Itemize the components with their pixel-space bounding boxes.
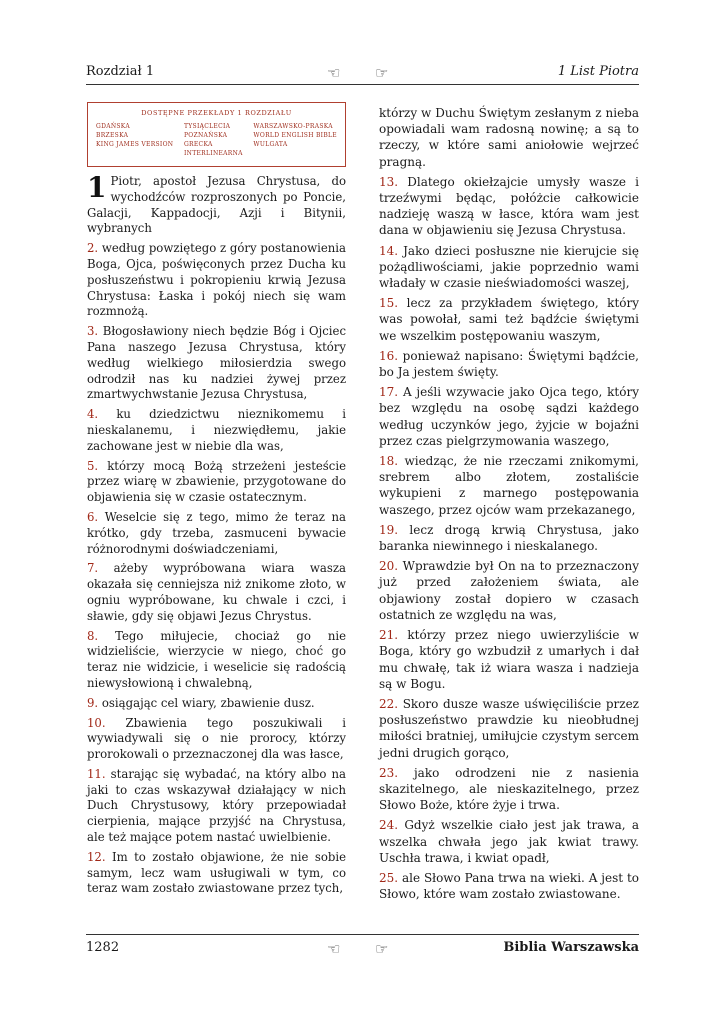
verse (87, 629, 346, 692)
verse-number[interactable]: 22. (379, 696, 399, 711)
pointing-hand-right-icon[interactable]: ☞ (375, 64, 389, 82)
page-footer (86, 940, 639, 960)
verse-number[interactable]: 10. (87, 715, 106, 730)
verse-text: którzy w Duchu Świętym zesłanym z nieba opowiadali wam radosną nowinę; a są to rzeczy, w które sami aniołowie wejrzeć pragną. (379, 106, 639, 169)
footer-rule (86, 934, 639, 935)
translation-link[interactable]: INTERLINEARNA (183, 150, 243, 157)
verse-number[interactable]: 8. (87, 628, 99, 643)
verse-number[interactable]: 14. (379, 243, 399, 258)
verse-number[interactable]: 6. (87, 509, 99, 524)
verse (379, 243, 639, 292)
verse-number[interactable]: 9. (87, 695, 99, 710)
verse (87, 696, 346, 712)
translation-link[interactable]: WARSZAWSKO-PRASKA (253, 123, 333, 130)
translation-link[interactable]: WORLD ENGLISH BIBLE (253, 132, 337, 139)
verse (379, 765, 639, 814)
verse-number[interactable]: 4. (87, 407, 99, 422)
verse-text: ale Słowo Pana trwa na wieki. A jest to Słowo, które wam zostało zwiastowane. (379, 870, 640, 902)
verse (379, 558, 639, 623)
verse (87, 171, 346, 237)
translation-link[interactable]: POZNAŃSKA (183, 132, 228, 139)
verse-text: Skoro dusze wasze uświęciliście przez posłuszeństwo prawdzie ku nieobłudnej miłości bratniej, umiłujcie czystym sercem jedni drugich gorąco, (379, 696, 639, 760)
verse (379, 817, 639, 866)
verse-text: Błogosławiony niech będzie Bóg i Ojciec Pana naszego Jezusa Chrystusa, który według wielkiego miłosierdzia swego odrodził nas ku nadziei żywej przez zmartwychwstanie Jezusa Chrystusa, (87, 324, 347, 402)
verse-text: jako odrodzeni nie z nasienia skazitelnego, ale nieskazitelnego, przez Słowo Boże, które żyje i trwa. (379, 765, 639, 813)
verse-text: Gdyż wszelkie ciało jest jak trawa, a wszelka chwała jego jak kwiat trawy. Uschła trawa, i kwiat opadł, (379, 818, 639, 865)
verse-number[interactable]: 17. (379, 385, 399, 400)
verse (379, 453, 639, 518)
verse-number[interactable]: 20. (379, 559, 399, 574)
verse-text: A jeśli wzywacie jako Ojca tego, który bez względu na osobę sądzi każdego według uczynków jego, żyjcie w bojaźni przez czas pielgrzymowania waszego, (379, 385, 639, 448)
verse-text: lecz za przykładem świętego, który was powołał, sami też bądźcie świętymi we wszelkim postępowaniu waszym, (379, 296, 639, 343)
chapter-number: 1 (87, 171, 107, 204)
verse-number[interactable]: 18. (379, 454, 399, 469)
translations-title: DOSTĘPNE PRZEKŁADY 1 ROZDZIAŁU (141, 109, 292, 117)
verse-number[interactable]: 15. (379, 296, 399, 311)
verse-number[interactable]: 3. (87, 324, 99, 339)
verse (379, 174, 639, 239)
verse-number[interactable]: 5. (87, 458, 99, 473)
translations-grid (96, 123, 337, 158)
verse (379, 295, 639, 344)
verse-text: Dlatego okiełzajcie umysły wasze i trzeźwymi będąc, połóżcie całkowicie nadzieję waszą w łasce, która wam jest dana w objawieniu się Jezusa Chrystusa. (379, 174, 639, 238)
page-number: 1282 (86, 940, 120, 955)
book-title: 1 List Piotra (557, 64, 639, 79)
verse-number[interactable]: 24. (379, 818, 399, 833)
translation-link[interactable]: BRZESKA (96, 132, 129, 139)
verse-text: wiedząc, że nie rzeczami znikomymi, srebrem albo złotem, zostaliście wykupieni z marnego postępowania waszego, przez ojców wam przekazanego, (379, 454, 639, 517)
verse-text: Im to zostało objawione, że nie sobie samym, lecz wam usługiwali w tym, co teraz wam zostało zwiastowane przez tych, (87, 849, 346, 896)
verse-text: którzy przez niego uwierzyliście w Boga, który go wzbudził z umarłych i dał mu chwałę, tak iż wiara wasza i nadzieja są w Bogu. (379, 628, 639, 691)
verse-text: ażeby wypróbowana wiara wasza okazała się cenniejsza niż znikome złoto, w ogniu wypróbowane, ku chwale i czci, i sławie, gdy się objawi Jezus Chrystus. (87, 561, 346, 623)
verse-number[interactable]: 23. (379, 765, 399, 780)
verse-text: Zbawienia tego poszukiwali i wywiadywali się o nie prorocy, którzy prorokowali o przeznaczonej dla was łasce, (87, 715, 346, 762)
translations-column (253, 123, 337, 158)
verse-text: lecz drogą krwią Chrystusa, jako baranka niewinnego i nieskalanego. (379, 522, 639, 554)
verse-number[interactable]: 7. (87, 561, 99, 576)
verse (87, 716, 346, 763)
verse-number[interactable]: 11. (87, 766, 106, 781)
verse-number[interactable]: 13. (379, 174, 399, 189)
verse (379, 696, 639, 761)
verse (87, 767, 346, 846)
verse (87, 324, 346, 403)
verse (379, 870, 639, 902)
verse (87, 510, 346, 557)
translation-link[interactable]: GRECKA (183, 141, 213, 148)
pointing-hand-right-icon[interactable]: ☞ (375, 940, 389, 958)
translations-column (184, 123, 243, 158)
verse (379, 522, 639, 554)
verse-number[interactable]: 12. (87, 849, 106, 864)
verse-text: ku dziedzictwu nieznikomemu i nieskalanemu, i niezwiędłemu, jakie zachowane jest w niebie dla was, (87, 407, 346, 453)
verse (87, 241, 346, 320)
verse-text: ponieważ napisano: Świętymi bądźcie, bo Ja jestem święty. (379, 348, 639, 380)
verse (379, 627, 639, 692)
translation-link[interactable]: WULGATA (253, 141, 288, 148)
verse-text: starając się wybadać, na który albo na jaki to czas wskazywał działający w nich Duch Chrystusowy, który przepowiadał cierpienia, mające przyjść na Chrystusa, ale też mające potem nastać uwielbienie. (87, 766, 346, 845)
chapter-label: Rozdział 1 (86, 64, 155, 79)
verse-text: Jako dzieci posłuszne nie kierujcie się pożądliwościami, jakie poprzednio wami władały w czasie nieświadomości waszej, (379, 243, 639, 291)
right-text-column (379, 105, 639, 906)
verse (379, 384, 639, 449)
verse (379, 105, 639, 170)
bible-edition: Biblia Warszawska (503, 940, 639, 955)
verse (379, 348, 639, 380)
translations-column (96, 123, 173, 158)
verse (87, 850, 346, 897)
available-translations-box (87, 102, 346, 167)
verse-text: Wprawdzie był On na to przeznaczony już przed założeniem świata, ale objawiony został dopiero w czasach ostatnich ze względu na was, (379, 559, 639, 622)
pointing-hand-left-icon[interactable]: ☜ (327, 940, 341, 958)
verse-text: Tego miłujecie, chociaż go nie widzieliście, wierzycie w niego, choć go teraz nie widzicie, i weselicie się radością niewysłowioną i chwalebną, (87, 628, 347, 690)
verse-text: osiągając cel wiary, zbawienie dusz. (101, 695, 315, 710)
verse-number[interactable]: 19. (379, 522, 399, 537)
verse-number[interactable]: 21. (379, 628, 399, 643)
verse-text: Piotr, apostoł Jezusa Chrystusa, do wychodźców rozproszonych po Poncie, Galacji, Kappadocji, Azji i Bitynii, wybranych (87, 174, 346, 236)
verse (87, 407, 346, 454)
verse-number[interactable]: 16. (379, 348, 399, 363)
verse-text: według powziętego z góry postanowienia Boga, Ojca, poświęconych przez Ducha ku posłuszeństwu i pokropieniu krwią Jezusa Chrystusa: Łaska i pokój niech się wam rozmnożą. (87, 241, 346, 319)
header-rule (86, 84, 639, 85)
verse-text: Weselcie się z tego, mimo że teraz na krótko, gdy trzeba, zasmuceni bywacie różnorodnymi doświadczeniami, (87, 509, 347, 556)
left-text-column (87, 171, 347, 901)
verse (87, 459, 346, 506)
pointing-hand-left-icon[interactable]: ☜ (327, 64, 341, 82)
translation-link[interactable]: TYSIĄCLECIA (183, 123, 231, 130)
verse-number[interactable]: 25. (379, 870, 399, 885)
translation-link[interactable]: KING JAMES VERSION (96, 141, 174, 148)
verse-text: którzy mocą Bożą strzeżeni jesteście przez wiarę w zbawienie, przygotowane do objawienia się w czasie ostatecznym. (87, 458, 347, 505)
page-header (86, 64, 639, 84)
translation-link[interactable]: GDAŃSKA (96, 123, 130, 130)
verse-number[interactable]: 2. (87, 241, 99, 256)
verse (87, 561, 346, 624)
